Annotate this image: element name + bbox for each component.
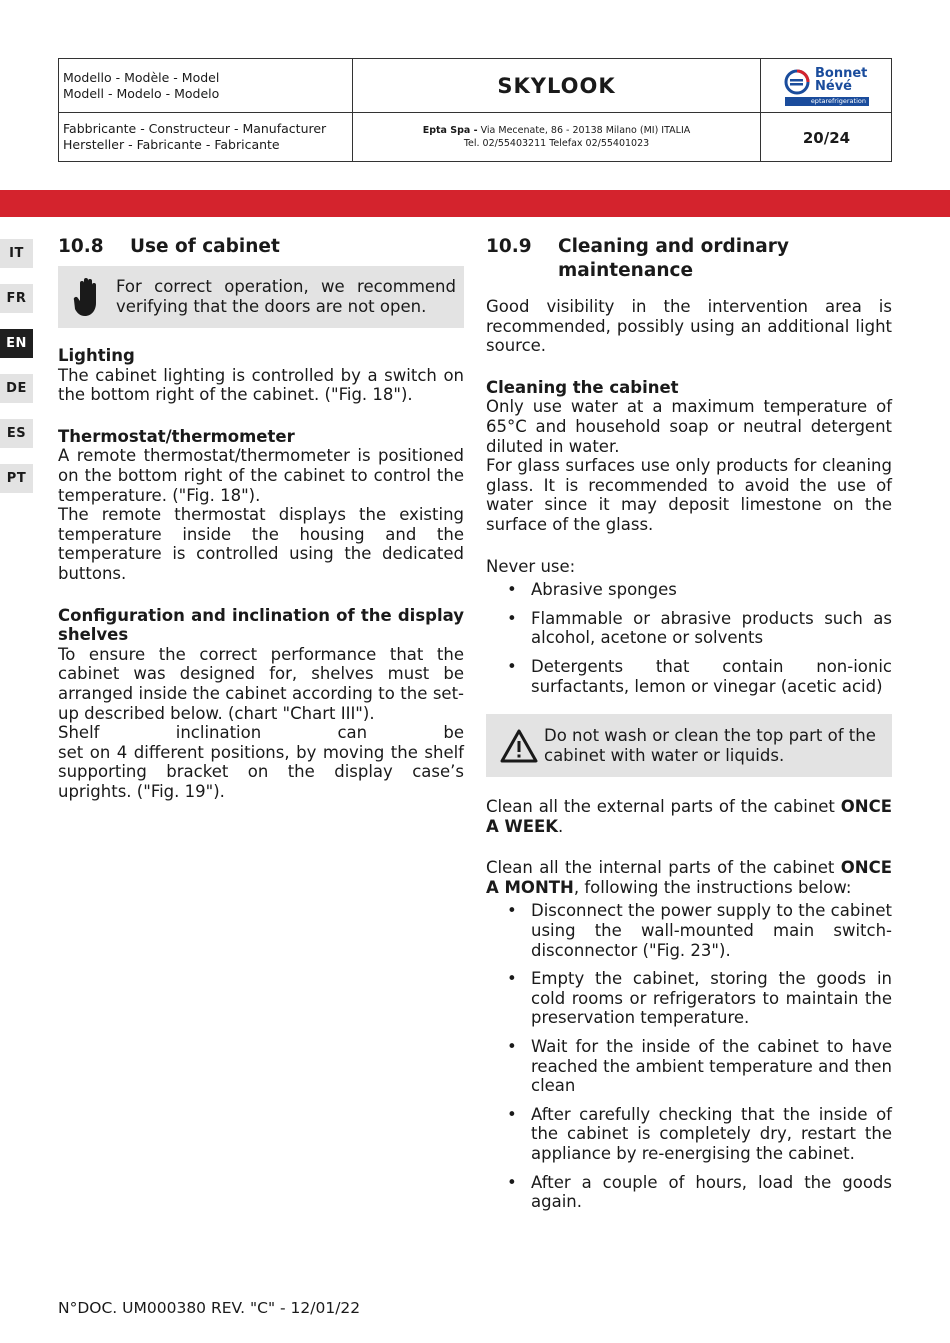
logo-emblem-icon [783, 68, 811, 96]
list-item: • Flammable or abrasive products such as alcohol, acetone or solvents [486, 609, 892, 648]
lang-tab-pt[interactable]: PT [0, 464, 33, 493]
paragraph-lighting: The cabinet lighting is controlled by a switch on the bottom right of the cabinet. ("Fig. 18"). [58, 365, 464, 405]
paragraph-weekly [486, 797, 892, 836]
section-heading-10-9 [486, 235, 892, 283]
section-title: Use of cabinet [130, 236, 280, 257]
weekly-text-end: . [558, 816, 564, 836]
never-use-list [486, 580, 892, 696]
monthly-text: Clean all the internal parts of the cabinet [486, 858, 841, 878]
section-title [558, 235, 789, 283]
right-column [486, 235, 892, 1212]
paragraph-configuration-2a: Shelf inclination can be [58, 723, 464, 743]
weekly-emphasis: ONCE A WEEK [486, 797, 892, 836]
note-text: For correct operation, we recommend verifying that the doors are not open. [116, 277, 456, 316]
brand-logo-cell [761, 59, 892, 113]
product-name: SKYLOOK [353, 59, 761, 113]
lang-tab-es[interactable]: ES [0, 419, 33, 448]
model-label [59, 59, 353, 113]
section-title-line1: Cleaning and ordinary [558, 236, 789, 257]
manufacturer-label-line1: Fabbricante - Constructeur - Manufacturer [63, 121, 327, 136]
hand-stop-icon [72, 276, 102, 318]
list-item: • After carefully checking that the inside of the cabinet is completely dry, restart the appliance by re-energising the cabinet. [486, 1105, 892, 1164]
paragraph-intro: Good visibility in the intervention area is recommended, possibly using an additional light source. [486, 297, 892, 356]
paragraph-cleaning-1: Only use water at a maximum temperature of 65°C and household soap or neutral detergent diluted in water. [486, 397, 892, 456]
list-item: • After a couple of hours, load the goods again. [486, 1173, 892, 1212]
lang-tab-en[interactable]: EN [0, 329, 33, 358]
model-label-line2: Modell - Modelo - Modelo [63, 86, 220, 101]
company-phone: Tel. 02/55403211 Telefax 02/55401023 [463, 137, 650, 149]
logo-subbrand: eptarefrigeration [785, 97, 869, 106]
paragraph-configuration-2b: set on 4 different positions, by moving the shelf supporting bracket on the display case’s uprights. ("Fig. 19"). [58, 742, 464, 801]
monthly-steps-list [486, 901, 892, 1211]
paragraph-monthly [486, 858, 892, 897]
left-column [58, 235, 464, 801]
company-address-line [423, 125, 691, 138]
lang-tab-it[interactable]: IT [0, 239, 33, 268]
subheading-thermostat: Thermostat/thermometer [58, 426, 295, 446]
weekly-text: Clean all the external parts of the cabinet [486, 797, 841, 817]
manufacturer-label-line2: Hersteller - Fabricante - Fabricante [63, 137, 280, 152]
list-item: • Detergents that contain non-ionic surfactants, lemon or vinegar (acetic acid) [486, 657, 892, 696]
model-label-line1: Modello - Modèle - Model [63, 70, 220, 85]
subheading-configuration-text: Configuration and inclination of the display shelves [58, 605, 464, 645]
lang-tab-fr[interactable]: FR [0, 284, 33, 313]
manufacturer-label [59, 113, 353, 162]
warning-box [486, 714, 892, 777]
list-item: • Disconnect the power supply to the cabinet using the wall-mounted main switch-disconnector ("Fig. 23"). [486, 901, 892, 960]
section-heading-10-8 [58, 235, 464, 259]
never-use-label: Never use: [486, 556, 576, 576]
subheading-lighting: Lighting [58, 346, 135, 365]
paragraph-configuration-1: To ensure the correct performance that the cabinet was designed for, shelves must be arranged inside the cabinet according to the set-up described below. (chart "Chart III"). [58, 644, 464, 723]
subheading-cleaning: Cleaning the cabinet [486, 377, 679, 397]
logo-text-neve: Névé [815, 79, 852, 94]
note-box [58, 266, 464, 328]
monthly-text-end: , following the instructions below: [573, 877, 852, 897]
page-number: 20/24 [802, 128, 851, 147]
lang-tab-de[interactable]: DE [0, 374, 33, 403]
company-info [353, 113, 761, 162]
warning-triangle-icon [500, 728, 538, 764]
logo-text-bonnet: Bonnet [815, 66, 868, 81]
brand-logo [783, 67, 871, 107]
section-number: 10.9 [486, 236, 532, 257]
paragraph-cleaning-2: For glass surfaces use only products for cleaning glass. It is recommended to avoid the use of water since it may deposit limestone on the surface of the glass. [486, 456, 892, 534]
list-item: • Empty the cabinet, storing the goods in cold rooms or refrigerators to maintain the preservation temperature. [486, 969, 892, 1028]
warning-text: Do not wash or clean the top part of the cabinet with water or liquids. [544, 726, 876, 765]
document-footer: N°DOC. UM000380 REV. "C" - 12/01/22 [58, 1299, 361, 1317]
company-address: Via Mecenate, 86 - 20138 Milano (MI) ITALIA [477, 125, 691, 136]
paragraph-thermostat-2: The remote thermostat displays the existing temperature inside the housing and the temperature is controlled using the dedicated buttons. [58, 505, 464, 583]
document-header [58, 58, 892, 162]
paragraph-thermostat-1: A remote thermostat/thermometer is positioned on the bottom right of the cabinet to control the temperature. ("Fig. 18"). [58, 446, 464, 505]
section-title-line2: maintenance [558, 260, 694, 281]
red-divider-band [0, 190, 950, 217]
list-item: • Wait for the inside of the cabinet to have reached the ambient temperature and then clean [486, 1037, 892, 1096]
monthly-emphasis: ONCE A MONTH [486, 858, 892, 897]
subheading-configuration [58, 606, 464, 645]
company-name: Epta Spa - [422, 125, 478, 136]
section-number: 10.8 [58, 236, 104, 257]
list-item: • Abrasive sponges [486, 580, 892, 600]
